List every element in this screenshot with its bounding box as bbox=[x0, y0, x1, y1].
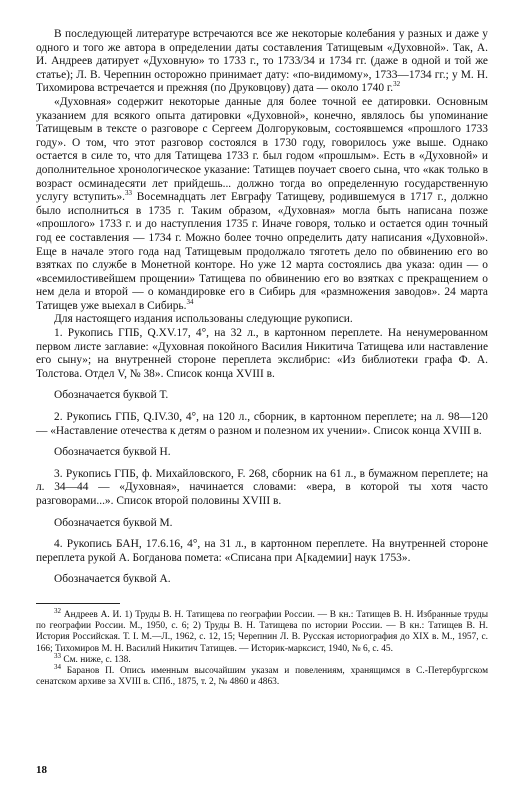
paragraph-2: «Духовная» содержит некоторые данные для более точной ее датировки. Основным указанием для всякого опыта датировки «Духовной», конечно, являлось бы упоминание Татищевым в тексте о разговоре с Сергеем Долгоруковым, состоявшемся «прошлого 1733 году». О том, что этот разговор состоялся в 1730 году, говорилось уже выше. Однако остается в силе то, что для Татищева 1733 г. был годом «прошлым». Есть в «Духовной» и дополнительное хронологическое указание: Татищев поучает своего сына, что «как только в возраст осминадесяти лет прийдешь... должно тогда во определенную государственную услугу вступить».$^{33}$ Восемнадцать лет Евграфу Татищеву, родившемуся в 1717 г., должно было исполниться в 1735 г. Таким образом, «Духовная» могла быть написана позже «прошлого» 1733 г. и до наступления 1735 г. Иначе говоря, только и остается один точный год ее составления — 1734 г. Можно более точно определить дату написания «Духовной». Еще в начале этого года над Татищевым продолжало тяготеть дело по обвинению его во взятках по службе в Монетной конторе. Но уже 12 марта состоялись два указа: один — о «всемилостивейшем прощении» Татищева по обвинению его во взятках с прекращением о нем дела и второй — о командировке его в Сибирь для «размножения заводов». 24 марта Татищев уже выехал в Сибирь.$^{34}$ bbox=[36, 95, 488, 312]
manuscript-2: 2. Рукопись ГПБ, Q.IV.30, 4°, на 120 л., сборник, в картонном переплете; на л. 98—120 — «Наставление отечества к детям о разном и полезном их учении». Список конца XVIII в. bbox=[36, 411, 488, 437]
manuscript-3: 3. Рукопись ГПБ, ф. Михайловского, F. 268, сборник на 61 л., в бумажном переплете; на л. 34—44 — «Духовная», начинается словами: «вера, в которой ты хотя часто разговорами...». Список второй половины XVIII в. bbox=[36, 467, 488, 507]
paragraph-1: В последующей литературе встречаются все же некоторые колебания у разных и даже у одного и того же автора в определении даты составления Татищевым «Духовной». Так, А. И. Андреев датирует «Духовную» то 1733 г., то 1733/34 и 1734 гг. (даже в одной и той же статье); Л. В. Черепнин осторожно принимает дату: «по-видимому», 1733—1734 гг.; у М. Н. Тихомирова встречается и прежняя (по Друковцову) дата — около 1740 г.$^{32}$ bbox=[36, 28, 488, 95]
footnote-32: $^{32}$ Андреев А. И. 1) Труды В. Н. Татищева по географии России. — В кн.: Татищев В. Н. Избранные труды по географии России. М., 1950, с. 6; 2) Труды В. Н. Татищева по истории России. — В кн.: Татищев В. Н. История Российская. Т. I. М.—Л., 1962, с. 12, 15; Черепнин Л. В. Русская историография до XIX в. М., 1957, с. 166; Тихомиров М. Н. Василий Никитич Татищев. — Историк-марксист, 1940, № 6, с. 45. bbox=[36, 606, 488, 654]
page-number: 18 bbox=[36, 764, 47, 776]
siglum-a: Обозначается буквой А. bbox=[54, 573, 171, 586]
manuscript-1: 1. Рукопись ГПБ, Q.XV.17, 4°, на 32 л., в картонном переплете. На ненумерованном первом листе заглавие: «Духовная покойного Василия Никитича Татищева или наставление его сыну»; на внутренней стороне переплета экслибрис: «Из библиотеки графа Ф. А. Толстова. Отдел V, № 38». Список конца XVIII в. bbox=[36, 327, 488, 380]
paragraph-sources-intro: Для настоящего издания использованы следующие рукописи. bbox=[54, 313, 353, 326]
footnote-divider bbox=[36, 603, 120, 604]
siglum-t: Обозначается буквой Т. bbox=[54, 389, 169, 402]
footnote-ref-32: 32 bbox=[393, 80, 401, 89]
siglum-n: Обозначается буквой Н. bbox=[54, 446, 171, 459]
page bbox=[36, 28, 488, 688]
footnote-34: $^{34}$ Баранов П. Опись именным высочайшим указам и повелениям, хранящимся в С.-Петербургском сенатском архиве за XVIII в. СПб., 1875, т. 2, № 4860 и 4863. bbox=[36, 662, 489, 688]
siglum-m: Обозначается буквой М. bbox=[54, 516, 173, 529]
footnotes bbox=[36, 606, 489, 688]
footnote-ref-34: 34 bbox=[186, 298, 194, 307]
manuscript-4: 4. Рукопись БАН, 17.6.16, 4°, на 31 л., в картонном переплете. На внутренней стороне переплета рукой А. Богданова помета: «Списана при А[кадемии] наук 1753». bbox=[36, 538, 488, 564]
main-text bbox=[36, 28, 488, 587]
footnote-ref-33: 33 bbox=[125, 189, 133, 198]
footnote-33: $^{33}$ См. ниже, с. 138. bbox=[54, 651, 131, 665]
